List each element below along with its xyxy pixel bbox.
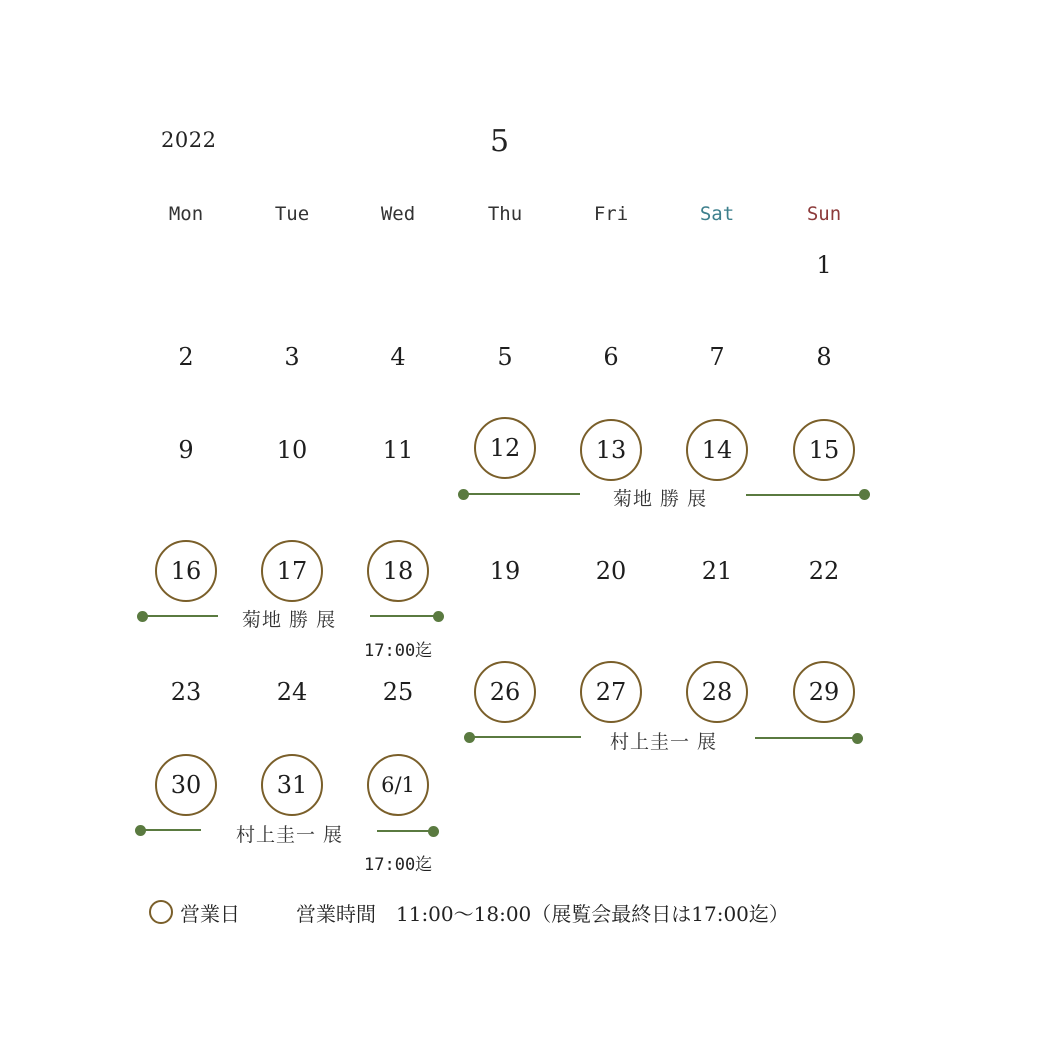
open-day-circle: 29 — [793, 661, 855, 723]
month-label: 5 — [490, 124, 510, 159]
day-cell: 11 — [382, 436, 414, 464]
day-cell: 8 — [816, 343, 832, 371]
range-line — [370, 615, 438, 617]
open-day-legend-label: 営業日 — [180, 902, 240, 926]
range-end-dot — [433, 611, 444, 622]
closing-time-note: 17:00迄 — [364, 641, 433, 661]
day-cell: 5 — [497, 343, 513, 371]
closing-time-note: 17:00迄 — [364, 855, 433, 875]
range-end-dot — [852, 733, 863, 744]
day-cell: 1 — [816, 251, 832, 279]
exhibition-label: 村上圭一 展 — [610, 731, 718, 753]
open-day-circle: 30 — [155, 754, 217, 816]
open-day-circle: 12 — [474, 417, 536, 479]
day-cell: 21 — [701, 557, 733, 585]
open-day-circle: 26 — [474, 661, 536, 723]
weekday-thu: Thu — [487, 203, 523, 225]
day-cell: 9 — [178, 436, 194, 464]
range-line — [140, 829, 201, 831]
day-cell: 19 — [489, 557, 521, 585]
weekday-mon: Mon — [168, 203, 204, 225]
range-end-dot — [859, 489, 870, 500]
weekday-fri: Fri — [593, 203, 629, 225]
open-day-circle: 16 — [155, 540, 217, 602]
range-end-dot — [428, 826, 439, 837]
weekday-sun: Sun — [806, 203, 842, 225]
range-line — [463, 493, 580, 495]
range-line — [469, 736, 581, 738]
day-cell: 22 — [808, 557, 840, 585]
range-line — [746, 494, 864, 496]
open-day-circle: 15 — [793, 419, 855, 481]
range-line — [755, 737, 857, 739]
weekday-wed: Wed — [380, 203, 416, 225]
range-line — [377, 830, 433, 832]
exhibition-label: 菊地 勝 展 — [613, 488, 708, 510]
exhibition-label: 菊地 勝 展 — [242, 609, 337, 631]
open-day-circle: 31 — [261, 754, 323, 816]
open-day-circle: 18 — [367, 540, 429, 602]
open-day-circle: 28 — [686, 661, 748, 723]
weekday-sat: Sat — [699, 203, 735, 225]
day-cell: 2 — [178, 343, 194, 371]
day-cell: 25 — [382, 678, 414, 706]
day-cell: 24 — [276, 678, 308, 706]
day-cell: 23 — [170, 678, 202, 706]
day-cell: 4 — [390, 343, 406, 371]
open-day-circle: 6/1 — [367, 754, 429, 816]
day-cell: 3 — [284, 343, 300, 371]
day-cell: 7 — [709, 343, 725, 371]
day-cell: 10 — [276, 436, 308, 464]
business-hours: 営業時間 11:00〜18:00（展覧会最終日は17:00迄） — [296, 902, 789, 926]
open-day-circle: 27 — [580, 661, 642, 723]
range-line — [142, 615, 218, 617]
day-cell: 20 — [595, 557, 627, 585]
exhibition-label: 村上圭一 展 — [236, 824, 344, 846]
year-label: 2022 — [161, 128, 217, 152]
weekday-tue: Tue — [274, 203, 310, 225]
day-cell: 6 — [603, 343, 619, 371]
open-day-circle: 13 — [580, 419, 642, 481]
open-day-legend-icon — [149, 900, 173, 924]
open-day-circle: 17 — [261, 540, 323, 602]
open-day-circle: 14 — [686, 419, 748, 481]
